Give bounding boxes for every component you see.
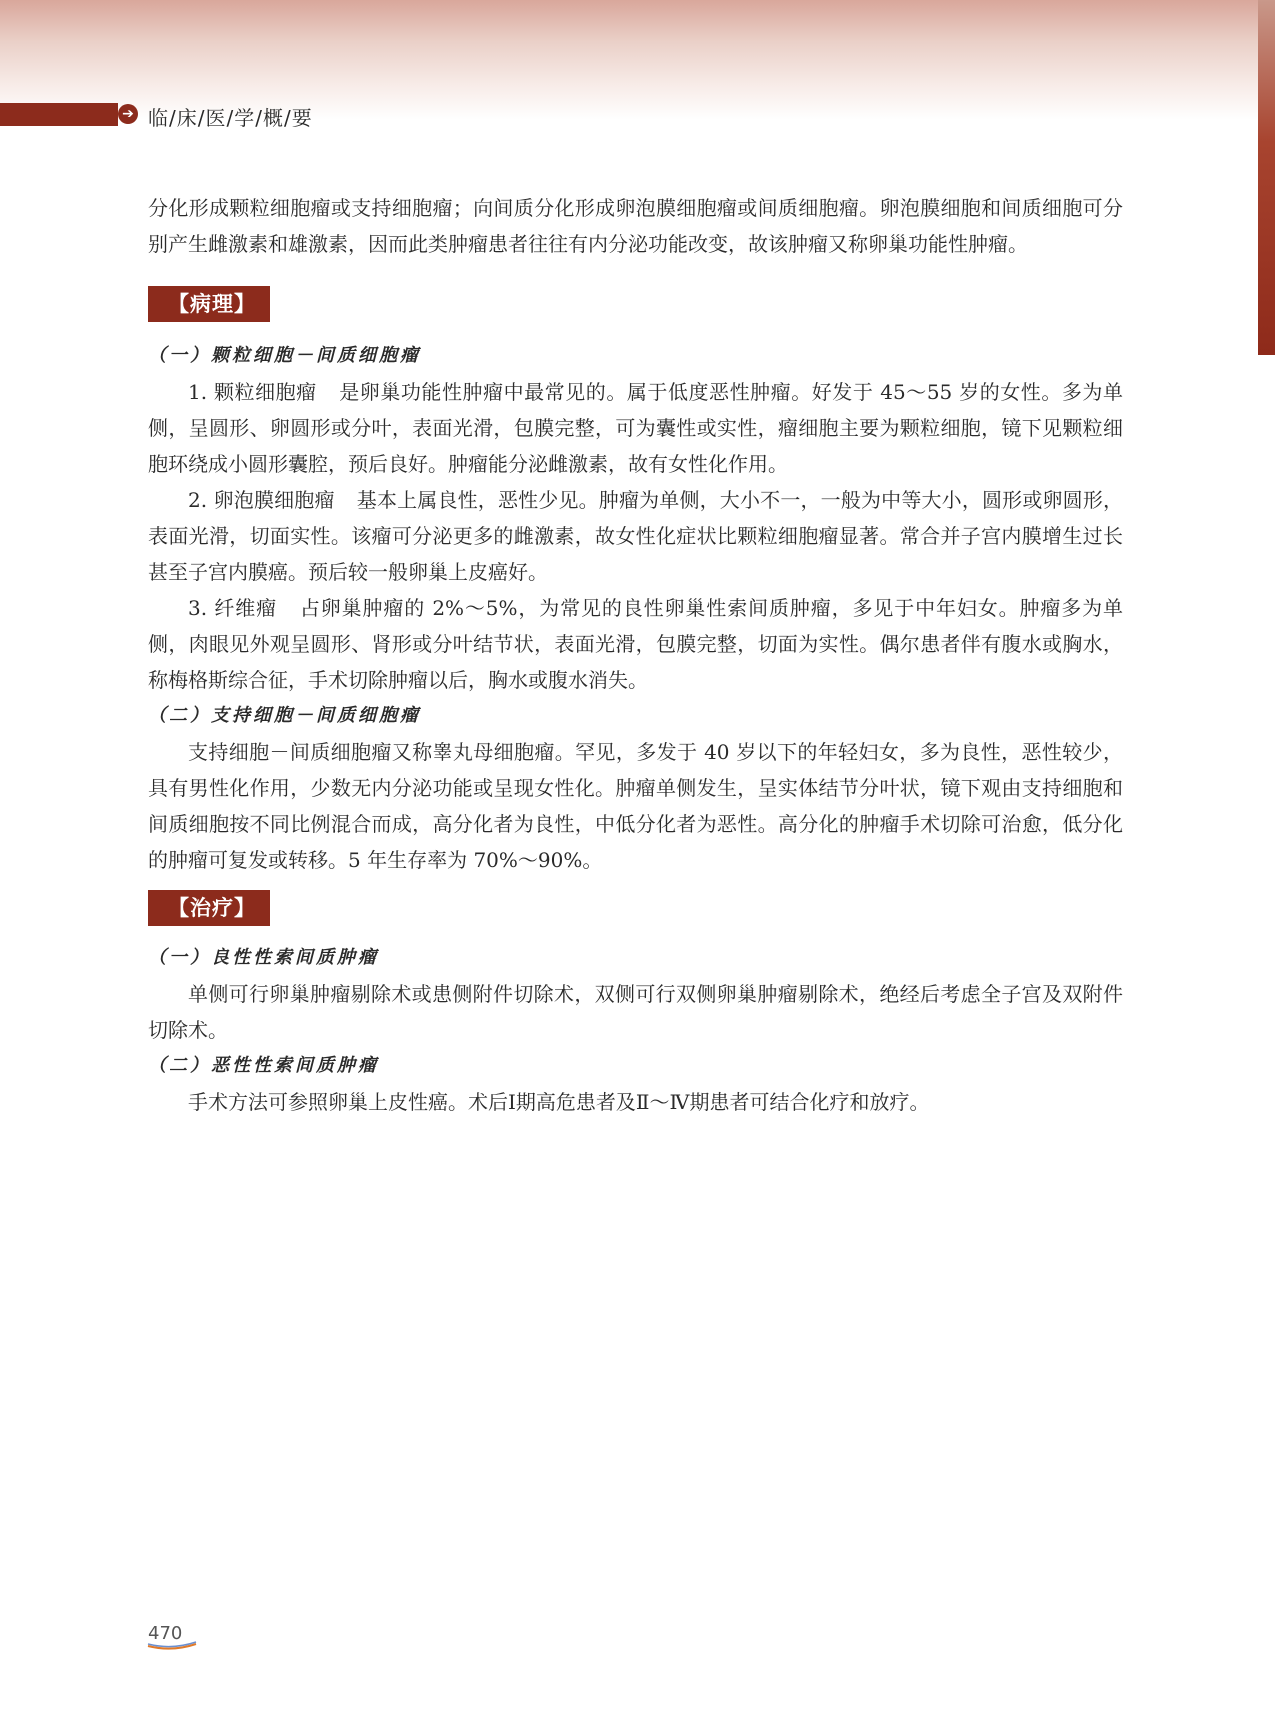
item-granulosa-cell-tumor <box>148 374 1123 482</box>
malignant-treatment-paragraph: 手术方法可参照卵巢上皮性癌。术后Ⅰ期高危患者及Ⅱ～Ⅳ期患者可结合化疗和放疗。 <box>188 1090 930 1114</box>
right-edge-bar <box>1258 0 1275 355</box>
item-thecoma <box>148 482 1123 590</box>
subheading-sertoli-leydig: （二）支持细胞－间质细胞瘤 <box>148 705 421 726</box>
item-label: 2. 卵泡膜细胞瘤 <box>188 488 335 512</box>
item-text: 基本上属良性，恶性少见。肿瘤为单侧，大小不一，一般为中等大小，圆形或卵圆形，表面光滑，切面实性。该瘤可分泌更多的雌激素，故女性化症状比颗粒细胞瘤显著。常合并子宫内膜增生过长甚至子宫内膜癌。预后较一般卵巢上皮癌好。 <box>148 488 1123 584</box>
arrow-right-circle-icon: ➔ <box>118 104 138 124</box>
item-label: 3. 纤维瘤 <box>188 596 277 620</box>
page-body <box>148 190 1123 1120</box>
section-pathology <box>148 286 1123 322</box>
section-heading-treatment: 【治疗】 <box>148 890 270 926</box>
subheading-malignant: （二）恶性性索间质肿瘤 <box>148 1055 379 1076</box>
page-number-swoosh <box>146 1640 198 1650</box>
item-label: 1. 颗粒细胞瘤 <box>188 380 317 404</box>
item-text: 占卵巢肿瘤的 2%～5%，为常见的良性卵巢性索间质肿瘤，多见于中年妇女。肿瘤多为单侧，肉眼见外观呈圆形、肾形或分叶结节状，表面光滑，包膜完整，切面为实性。偶尔患者伴有腹水或胸水，称梅格斯综合征，手术切除肿瘤以后，胸水或腹水消失。 <box>148 596 1123 692</box>
page-number: 470 <box>148 1623 183 1644</box>
header-bar <box>0 103 118 126</box>
section-heading-pathology: 【病理】 <box>148 286 270 322</box>
item-fibroma <box>148 590 1123 698</box>
sertoli-leydig-paragraph: 支持细胞－间质细胞瘤又称睾丸母细胞瘤。罕见，多发于 40 岁以下的年轻妇女，多为良性，恶性较少，具有男性化作用，少数无内分泌功能或呈现女性化。肿瘤单侧发生，呈实体结节分叶状，镜下观由支持细胞和间质细胞按不同比例混合而成，高分化者为良性，中低分化者为恶性。高分化的肿瘤手术切除可治愈，低分化的肿瘤可复发或转移。5 年生存率为 70%～90%。 <box>148 740 1123 872</box>
subheading-benign: （一）良性性索间质肿瘤 <box>148 947 379 968</box>
intro-paragraph: 分化形成颗粒细胞瘤或支持细胞瘤；向间质分化形成卵泡膜细胞瘤或间质细胞瘤。卵泡膜细胞和间质细胞可分别产生雌激素和雄激素，因而此类肿瘤患者往往有内分泌功能改变，故该肿瘤又称卵巢功能性肿瘤。 <box>148 196 1123 256</box>
running-header-title: 临/床/医/学/概/要 <box>148 106 313 130</box>
section-treatment <box>148 890 1123 926</box>
item-text: 是卵巢功能性肿瘤中最常见的。属于低度恶性肿瘤。好发于 45～55 岁的女性。多为单侧，呈圆形、卵圆形或分叶，表面光滑，包膜完整，可为囊性或实性，瘤细胞主要为颗粒细胞，镜下见颗粒细胞环绕成小圆形囊腔，预后良好。肿瘤能分泌雌激素，故有女性化作用。 <box>148 380 1123 476</box>
benign-treatment-paragraph: 单侧可行卵巢肿瘤剔除术或患侧附件切除术，双侧可行双侧卵巢肿瘤剔除术，绝经后考虑全子宫及双附件切除术。 <box>148 982 1123 1042</box>
subheading-granulosa-theca: （一）颗粒细胞－间质细胞瘤 <box>148 345 421 366</box>
